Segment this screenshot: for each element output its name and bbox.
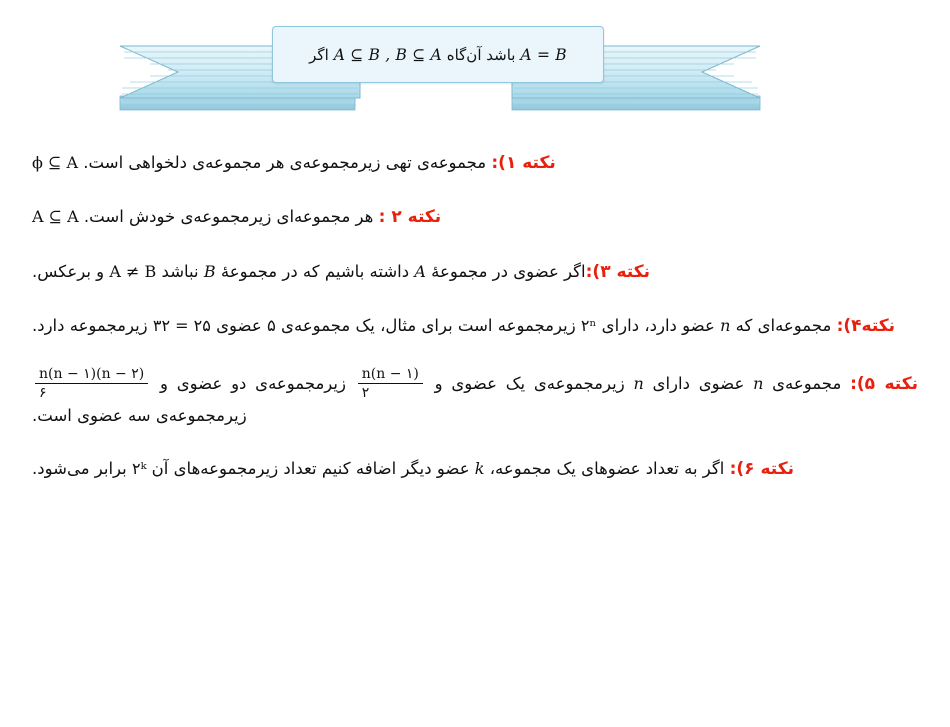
note-text: زیرمجموعه دارد.	[32, 316, 153, 336]
note-math: n	[753, 374, 764, 394]
fraction-numerator: n(n − ۱)	[358, 366, 423, 384]
note-text: داشته باشیم که در مجموعهٔ	[215, 261, 415, 281]
note-text: زیرمجموعه‌ی سه عضوی است.	[32, 405, 247, 425]
note-item	[32, 313, 918, 339]
fraction-denominator: ۲	[361, 385, 370, 402]
note-math: k	[474, 459, 485, 479]
note-math: A ⊆ A	[32, 207, 79, 227]
note-math: ۲ⁿ	[580, 316, 597, 336]
fraction-denominator: ۶	[39, 385, 47, 402]
banner-mid: A ⊆ B , B ⊆ A	[333, 45, 442, 64]
note-math: ϕ ⊆ A	[32, 153, 79, 172]
note-label: نکته ۲ :	[378, 207, 442, 228]
note-item	[32, 259, 918, 285]
fraction-numerator: n(n − ۱)(n − ۲)	[35, 366, 148, 384]
fraction-one	[358, 366, 423, 401]
note-text: مجموعه‌ای که	[730, 316, 837, 336]
note-label: نکته ۵):	[850, 374, 919, 395]
note-math: ۳۲ = ۲۵	[152, 316, 211, 336]
note-item	[32, 150, 918, 176]
banner-ribbon	[0, 8, 950, 118]
note-text: زیرمجموعه‌ی یک عضوی و	[425, 374, 634, 394]
note-math: B	[203, 261, 216, 281]
note-math: n	[633, 374, 644, 394]
note-text: زیرمجموعه‌ی دو عضوی و	[151, 374, 355, 394]
note-text: عضو دارد، دارای	[596, 316, 721, 336]
note-text: زیرمجموعه است برای مثال، یک مجموعه‌ی ۵ عضوی	[210, 316, 581, 336]
note-item	[32, 204, 918, 230]
note-math: n	[720, 316, 731, 336]
note-text: و برعکس.	[32, 261, 110, 281]
note-text: عضوی دارای	[643, 374, 754, 394]
notes-list	[32, 150, 918, 510]
note-label: نکته۴):	[836, 316, 896, 337]
note-math: ۲ᵏ	[132, 459, 147, 479]
note-text: برابر می‌شود.	[32, 459, 132, 479]
note-text: مجموعه‌ی تهی زیرمجموعه‌ی هر مجموعه‌ی دلخواهی است.	[78, 153, 492, 172]
banner-left: اگر	[309, 45, 329, 64]
note-text: نباشد	[156, 261, 204, 281]
banner-result: A = B	[520, 45, 567, 64]
fraction-two	[35, 366, 148, 401]
note-text: مجموعه‌ی	[763, 374, 851, 394]
note-label: نکته ۱):	[491, 153, 556, 173]
note-item	[32, 456, 918, 482]
note-label: نکته ۶):	[729, 459, 794, 480]
banner-after: باشد آن‌گاه	[446, 45, 516, 64]
banner-formula-text	[309, 46, 567, 64]
note-math: A	[414, 261, 426, 281]
note-math: A ≠ B	[109, 261, 157, 281]
note-text: عضو دیگر اضافه کنیم تعداد زیرمجموعه‌های آن	[146, 459, 475, 479]
banner-formula-box	[272, 26, 604, 83]
note-label: نکته ۳):	[585, 261, 651, 282]
note-item	[32, 367, 918, 428]
note-text: هر مجموعه‌ای زیرمجموعه‌ی خودش است.	[78, 207, 379, 227]
note-text: اگر عضوی در مجموعهٔ	[425, 261, 586, 281]
note-text: اگر به تعداد عضوهای یک مجموعه،	[484, 459, 730, 479]
